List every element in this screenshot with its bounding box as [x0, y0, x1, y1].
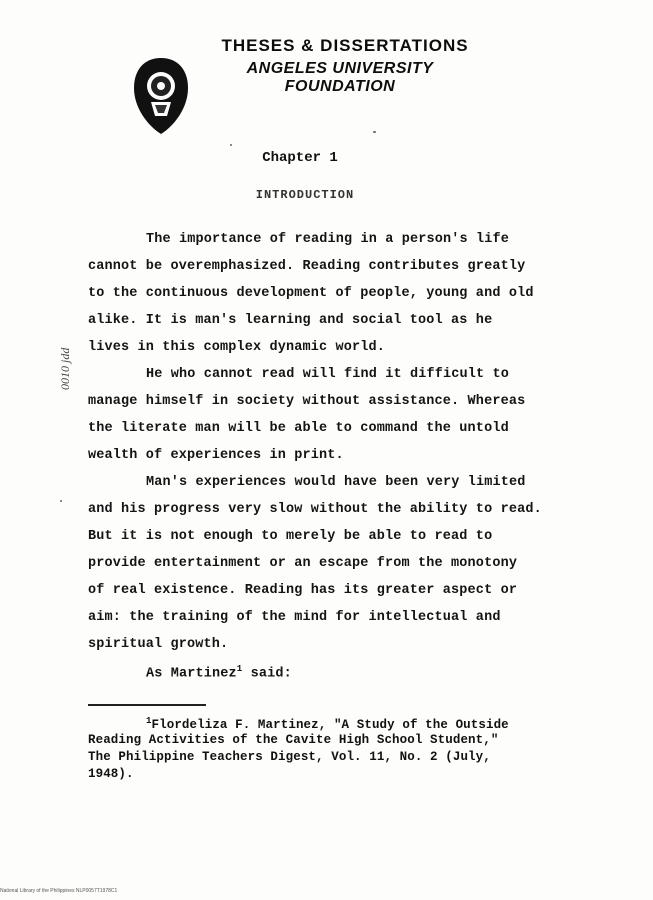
- quote-intro: [146, 664, 292, 682]
- body-line: spiritual growth.: [88, 637, 229, 652]
- quote-intro-text: As Martinez: [146, 666, 237, 682]
- footnote-line: 1948).: [88, 767, 134, 781]
- body-line: aim: the training of the mind for intellectual and: [88, 610, 501, 625]
- scan-speck: [60, 500, 62, 502]
- footnote-marker: 1: [146, 716, 152, 726]
- section-title: INTRODUCTION: [255, 188, 355, 202]
- quote-intro-tail: said:: [242, 666, 292, 682]
- body-line: He who cannot read will find it difficult to: [146, 367, 510, 382]
- body-line: and his progress very slow without the ability to read.: [88, 502, 542, 517]
- archive-footer: National Library of the Philippines NLP0057T1978C1: [0, 888, 118, 894]
- body-line: wealth of experiences in print.: [88, 448, 344, 463]
- body-line: The importance of reading in a person's life: [146, 232, 510, 247]
- scan-speck: [230, 144, 232, 146]
- body-line: of real existence. Reading has its greater aspect or: [88, 583, 518, 598]
- body-line: alike. It is man's learning and social tool as he: [88, 313, 493, 328]
- body-line: Man's experiences would have been very limited: [146, 475, 526, 490]
- body-line: manage himself in society without assistance. Whereas: [88, 394, 526, 409]
- body-line: to the continuous development of people, young and old: [88, 286, 534, 301]
- body-line: But it is not enough to merely be able to read to: [88, 529, 493, 544]
- body-line: the literate man will be able to command the untold: [88, 421, 509, 436]
- university-seal-icon: [130, 56, 192, 136]
- footnote-divider: [88, 704, 206, 706]
- footnote-reference: 1: [236, 664, 243, 674]
- footnote-text: Flordeliza F. Martinez, "A Study of the Outside: [151, 718, 509, 733]
- header-title: THESES & DISSERTATIONS: [221, 36, 469, 55]
- footnote-line: [146, 716, 509, 732]
- body-line: lives in this complex dynamic world.: [88, 340, 386, 355]
- footnote-line: Reading Activities of the Cavite High School Student,": [88, 733, 499, 747]
- body-line: cannot be overemphasized. Reading contributes greatly: [88, 259, 526, 274]
- header-institution: ANGELES UNIVERSITY FOUNDATION: [246, 60, 434, 95]
- scan-speck: [373, 131, 376, 133]
- footnote-line: The Philippine Teachers Digest, Vol. 11, No. 2 (July,: [88, 750, 491, 764]
- chapter-heading: Chapter 1: [262, 150, 338, 166]
- margin-annotation: 0010 jdd: [58, 347, 72, 390]
- body-line: provide entertainment or an escape from the monotony: [88, 556, 518, 571]
